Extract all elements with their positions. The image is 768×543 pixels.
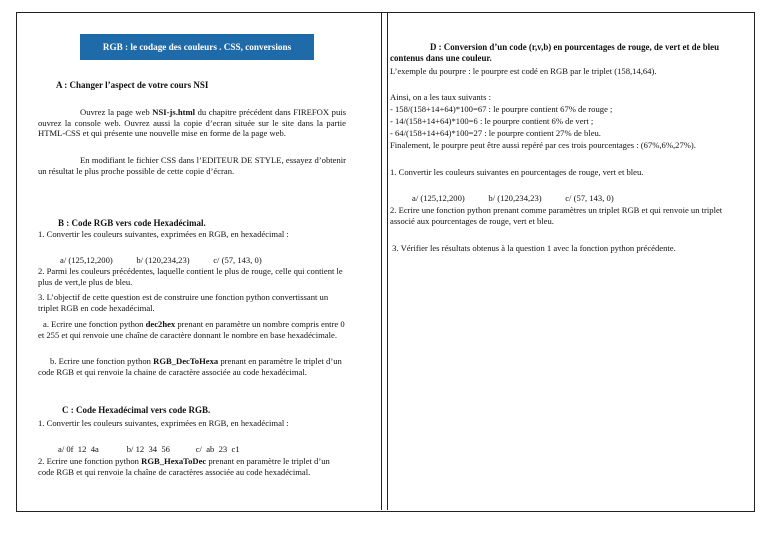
section-d-line-5: Finalement, le pourpre peut être aussi repéré par ces trois pourcentages : (67%,6%,27%). [390, 140, 696, 150]
column-divider [381, 12, 388, 510]
q3a-rest: prenant en paramètre un nombre compris entre 0 et 255 et qui renvoie une chaîne de caractère donnant le nombre en base hexadécimale. [38, 319, 345, 340]
section-a-paragraph-2: En modifiant le fichier CSS dans l’EDITEUR DE STYLE, essayez d’obtenir un résultat le plus proche possible de cette copie d’écran. [38, 155, 346, 176]
q3b-function-name: RGB_DecToHexa [153, 356, 219, 366]
section-a-p1-text: Ouvrez la page web [80, 107, 153, 117]
section-a-p1-filename: NSI-js.html [152, 107, 196, 117]
section-d-values: a/ (125,12,200) b/ (120,234,23) c/ (57, 143, 0) [412, 193, 614, 203]
title-banner [80, 34, 314, 60]
c-q2-rest: prenant en paramètre le triplet d’un code RGB et qui renvoie la chaîne de caractères associée au code hexadécimal. [38, 456, 330, 477]
c-q2-function-name: RGB_HexaToDec [141, 456, 207, 466]
section-b-title: B : Code RGB vers code Hexadécimal. [58, 218, 206, 228]
c-q2-text: 2. Ecrire une fonction python [38, 456, 142, 466]
section-b-question-1: 1. Convertir les couleurs suivantes, exprimées en RGB, en hexadécimal : [38, 229, 289, 239]
section-d-question-3: 3. Vérifier les résultats obtenus à la question 1 avec la fonction python précédente. [390, 243, 676, 253]
section-d-line-2: - 158/(158+14+64)*100=67 : le pourpre contient 67% de rouge ; [390, 104, 613, 114]
section-c-title: C : Code Hexadécimal vers code RGB. [62, 405, 211, 415]
section-b-question-3: 3. L’objectif de cette question est de construire une fonction python convertissant un triplet RGB en code hexadécimal. [38, 292, 329, 313]
section-b-values: a/ (125,12,200) b/ (120,234,23) c/ (57, 143, 0) [60, 255, 262, 265]
q3a-function-name: dec2hex [145, 319, 176, 329]
q3b-text: b. Ecrire une fonction python [50, 356, 154, 366]
section-d-line-1: Ainsi, on a les taux suivants : [390, 92, 491, 102]
section-c-values: a/ 0f 12 4a b/ 12 34 56 c/ ab 23 c1 [58, 444, 240, 454]
q3b-rest: prenant en paramètre le triplet d’un code RGB et qui renvoie la chaine de caractère associée au code hexadécimal. [38, 356, 342, 377]
section-c-question-1: 1. Convertir les couleurs suivantes, exprimées en RGB, en hexadécimal : [38, 418, 289, 428]
section-d-line-3: - 14/(158+14+64)*100=6 : le pourpre contient 6% de vert ; [390, 116, 594, 126]
banner-text: RGB : le codage des couleurs . CSS, conversions [102, 42, 292, 52]
section-d-line-4: - 64/(158+14+64)*100=27 : le pourpre contient 27% de bleu. [390, 128, 601, 138]
section-d-line-0: L’exemple du pourpre : le pourpre est codé en RGB par le triplet (158,14,64). [390, 66, 657, 76]
section-a-title: A : Changer l’aspect de votre cours NSI [56, 80, 209, 90]
section-c-question-2 [38, 456, 348, 477]
section-a-paragraph-1 [38, 107, 346, 139]
section-d-question-2: 2. Ecrire une fonction python prenant comme paramètres un triplet RGB et qui renvoie un triplet associé aux pourcentages de rouge, vert et bleu. [390, 205, 723, 226]
section-a-p1-rest: du chapitre précédent dans FIREFOX puis ouvrez la console web. Ouvrez aussi la copie d’ecran située sur le site dans la partie HTML-CSS et qui présente une nouvelle mise en forme de la page web. [38, 107, 346, 139]
section-d-title: D : Conversion d’un code (r,v,b) en pourcentages de rouge, de vert et de bleu contenus dans une couleur. [390, 42, 720, 63]
section-b-question-3a [38, 319, 348, 340]
section-b-question-3b [38, 356, 348, 377]
section-d-line-6: 1. Convertir les couleurs suivantes en pourcentages de rouge, vert et bleu. [390, 167, 644, 177]
q3a-text: a. Ecrire une fonction python [43, 319, 146, 329]
section-b-question-2: 2. Parmi les couleurs précédentes, laquelle contient le plus de rouge, celle qui contient le plus de vert,le plus de bleu. [38, 266, 343, 287]
